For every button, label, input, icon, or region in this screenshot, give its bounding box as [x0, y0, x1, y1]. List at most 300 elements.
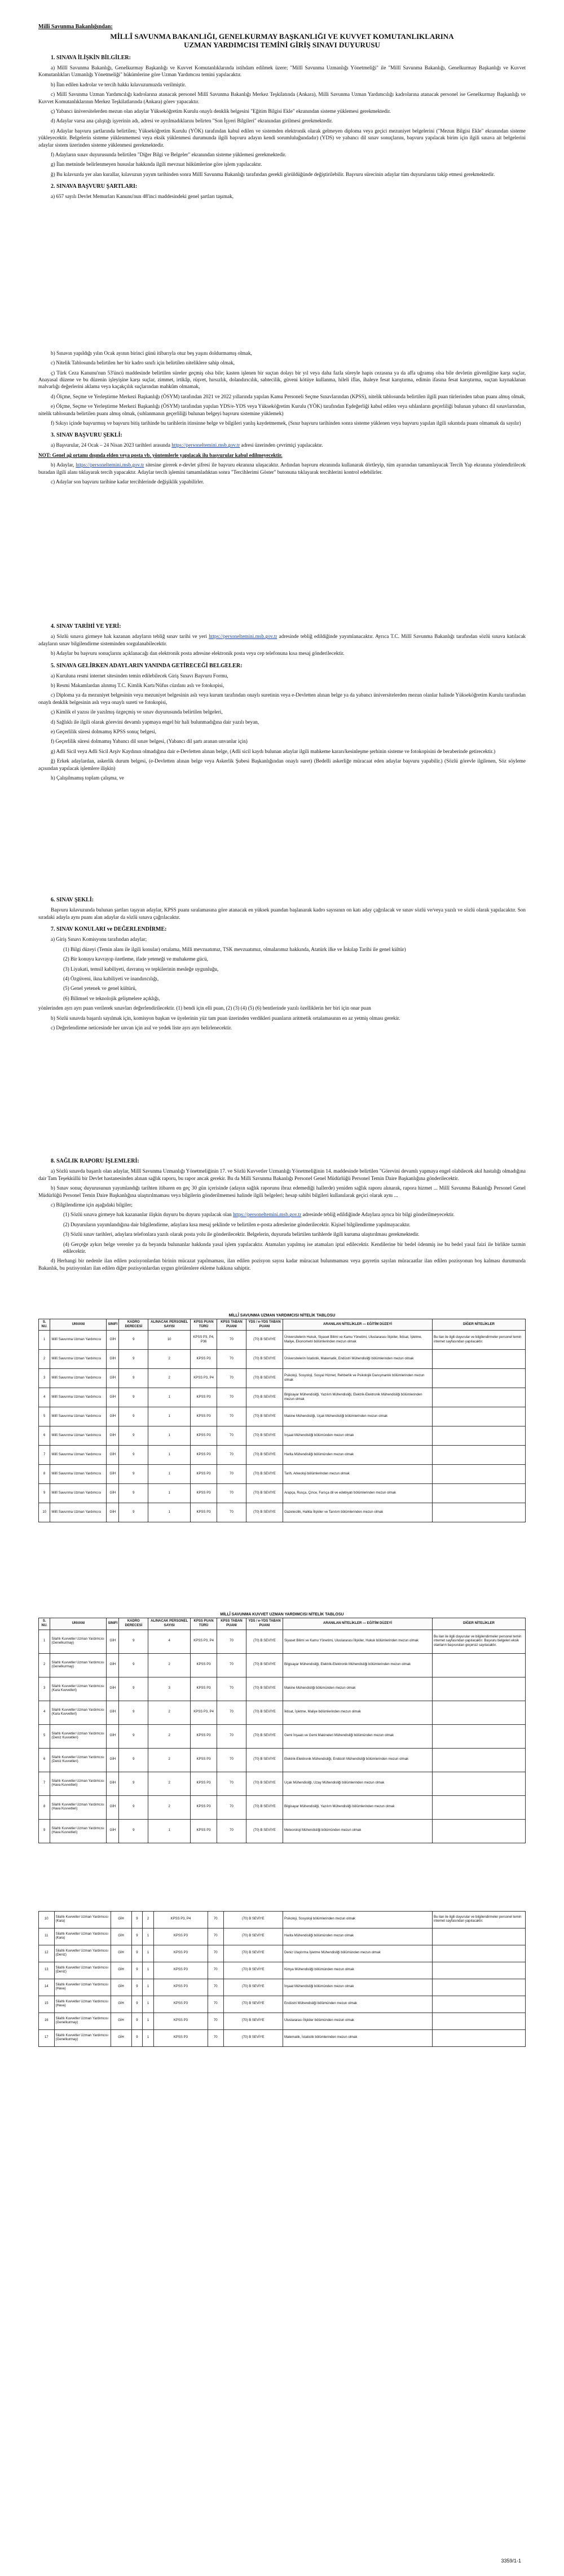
table-cell: 9 [119, 1795, 148, 1819]
page-footer-code: 3359/1-1 [501, 2558, 521, 2564]
section-1-e: e) Adaylar başvuru şartlarında belirtilen; Yükseköğretim Kurulu (YÖK) tarafından kabul edilen ve sistemden elektronik olarak gelmeyen diploma veya geçici mezuniyet belgelerini ("Mezun Bilgisi Ekle" ekranından sisteme yükleyecektir. Belgelerin sisteme yüklenmemesi veya eksik yüklenmesi durumunda ilgili başvuru adayın kendi sorumluluğundadır) (YDS) ve yabancı dil sınav sonuçlarını, başvuru yapılacak birim için ilgili sınava ait belgelerini adaylar sistem üzerinden sisteme yüklenmesi gerekmektedir. [38, 127, 526, 148]
table-cell: 70 [208, 1911, 223, 1928]
table-cell: GİH [107, 1772, 119, 1795]
personnel-portal-link[interactable]: https://personeltemini.msb.gov.tr [233, 1212, 302, 1218]
table-cell: Silahlı Kuvvetler Uzman Yardımcısı (Hava Kuvvetleri) [50, 1772, 107, 1795]
table-cell: (70) B SEVİYE [246, 1369, 283, 1388]
table-header-row [39, 1319, 526, 1331]
table-cell [433, 1465, 526, 1484]
table-cell: 70 [217, 1503, 246, 1522]
table-cell: 3 [148, 1677, 191, 1701]
table-cell: 70 [217, 1630, 246, 1653]
table-cell: GİH [111, 1979, 131, 1996]
column-header: S. NU. [39, 1319, 50, 1331]
table-cell: Silahlı Kuvvetler Uzman Yardımcısı (Kara) [54, 1911, 111, 1928]
section-8-c-3: (3) Sözlü sınav tarihleri, adaylara telefonlara yazılı olarak posta yolu ile gönderilecektir. Belgelerin, duyuruda belirtilen tarihlerde ilgili kuruma ulaştırılması gerekmektedir. [63, 1231, 420, 1238]
section-3-b-text: b) Adaylar, [51, 462, 76, 468]
table-cell: KPSS P3 [191, 1677, 217, 1701]
table-cell: 70 [217, 1795, 246, 1819]
table-cell: 5 [39, 1724, 50, 1748]
section-7-item-4: (4) Özgüveni, ikna kabiliyeti ve inandırıcılığı, [63, 975, 159, 981]
table-cell: 17 [39, 2029, 55, 2046]
table-cell: KPSS P3, P4 [191, 1369, 217, 1388]
section-2-b: b) Sınavın yapıldığı yılın Ocak ayının birinci günü itibarıyla otuz beş yaşını doldurmamış olmak, [51, 350, 252, 356]
section-6-title: 6. SINAV ŞEKLİ: [51, 897, 94, 904]
table-cell: 9 [131, 1945, 143, 1962]
table-cell: Üniversitelerin İstatistik, Matematik, Endüstri Mühendisliği bölümlerinden mezun olmak [283, 1350, 433, 1369]
table-cell [433, 1819, 526, 1843]
qualification-table-2-continued [38, 1911, 526, 2047]
table-cell: Tarih, Arkeoloji bölümlerinden mezun olmak [283, 1465, 433, 1484]
table-cell: Silahlı Kuvvetler Uzman Yardımcısı (Hava Kuvvetleri) [50, 1795, 107, 1819]
table-cell: KPSS P3 [153, 1979, 208, 1996]
table-cell: 9 [119, 1426, 148, 1446]
table-cell: Silahlı Kuvvetler Uzman Yardımcısı (Deniz Kuvvetleri) [50, 1748, 107, 1772]
qualification-table-1 [38, 1319, 526, 1522]
table-cell: KPSS P3 [191, 1724, 217, 1748]
table-cell: (70) B SEVİYE [246, 1331, 283, 1350]
table-cell: (70) B SEVİYE [246, 1724, 283, 1748]
table-cell: İnşaat Mühendisliği bölümünden mezun olmak [283, 1426, 433, 1446]
section-2-f: f) Sıkıyı içinde başvurmuş ve başvuru bitiş tarihinde bu tarihlerin itinsinne belge ve bilgileri yanlış kaydetmemek, (Sınır başvuru tarihinden sonra sisteme yüklenen veya başvuru yapılan ilgili sıkıntıda puanı olmamak da sayılır) [51, 420, 521, 426]
section-7-item-1: (1) Bilgi düzeyi (Temin alanı ile ilgili konular) ortalama, Milli mevzuatımız, TSK mevzuatımız, olmalarımız hakkında, Atatürk ilke ve İnkılap Tarihi ile genel kültür) [63, 946, 406, 952]
section-8-c-1 [38, 1211, 526, 1218]
column-header: YDS / e-YDS TABAN PUANI [246, 1618, 283, 1630]
table-cell: KPSS P3 [191, 1503, 217, 1522]
table-cell: 9 [119, 1653, 148, 1677]
table-cell: 10 [39, 1911, 55, 1928]
section-7-item-3: (3) Liyakati, temsil kabiliyeti, davranış ve tepkilerinin mesleğe uygunluğu, [63, 966, 219, 972]
column-header: KADRO DERECESİ [119, 1319, 148, 1331]
table-cell: Bilgisayar Mühendisliği, Yazılım Mühendisliği bölümlerinden mezun olmak [283, 1795, 433, 1819]
table-cell: 1 [148, 1388, 191, 1407]
column-header: ALINACAK PERSONEL SAYISI [148, 1319, 191, 1331]
table-cell: Bu ilan ile ilgili duyurular ve bilgilendirmeler personel temin internet sayfasından yapılacaktır. [433, 1331, 526, 1350]
table-cell: 4 [148, 1630, 191, 1653]
table-cell: 1 [143, 1979, 154, 1996]
announcement-body [38, 24, 526, 2047]
table-cell: 13 [39, 1962, 55, 1979]
table-cell: KPSS P3 [191, 1484, 217, 1503]
table-cell: 9 [119, 1446, 148, 1465]
table-cell: KPSS P3 [191, 1772, 217, 1795]
table-cell: 9 [119, 1630, 148, 1653]
table-cell: 9 [119, 1677, 148, 1701]
announcement-title-line-1: MİLLÎ SAVUNMA BAKANLIĞI, GENELKURMAY BAŞKANLIĞI VE KUVVET KOMUTANLIKLARINA [110, 32, 454, 41]
section-4-a [38, 633, 526, 647]
table-cell: GİH [107, 1748, 119, 1772]
table-cell: 9 [131, 1911, 143, 1928]
table-row [39, 1795, 526, 1819]
table-cell [433, 1795, 526, 1819]
section-1-title: 1. SINAVA İLİŞKİN BİLGİLER: [51, 55, 131, 61]
table-row [39, 1630, 526, 1653]
section-7-item-2: (2) Bir konuyu kavrayıp özetleme, ifade yeteneği ve muhakeme gücü, [63, 956, 208, 962]
column-header: DİĞER NİTELİKLER [433, 1618, 526, 1630]
section-1-ç: ç) Yabancı üniversitelerden mezun olan adaylar Yükseköğretim Kurulu onaylı denklik belgesini "Eğitim Bilgisi Ekle" ekranından sisteme yüklemesi gerekmektedir. [51, 108, 391, 115]
table-cell: KPSS P3 [153, 2013, 208, 2029]
table-row [39, 1962, 526, 1979]
section-3-b [38, 461, 526, 475]
table-cell: Psikoloji, Sosyoloji bölümlerinden mezun olmak [283, 1911, 433, 1928]
column-header: KPSS PUAN TÜRÜ [191, 1319, 217, 1331]
table-cell: 12 [39, 1945, 55, 1962]
table-cell: Millî Savunma Uzman Yardımcısı [50, 1369, 107, 1388]
table-cell: KPSS P3 [191, 1653, 217, 1677]
table-cell: Matematik, İstatistik bölümlerinden mezun olmak [283, 2029, 433, 2046]
column-header: KPSS PUAN TÜRÜ [191, 1618, 217, 1630]
table-cell: KPSS P3 [191, 1350, 217, 1369]
table-cell: Silahlı Kuvvetler Uzman Yardımcısı (Deniz) [54, 1945, 111, 1962]
table-cell: Silahlı Kuvvetler Uzman Yardımcısı (Genelkurmay) [50, 1630, 107, 1653]
table-cell: 70 [217, 1653, 246, 1677]
table-cell: (70) B SEVİYE [246, 1388, 283, 1407]
section-1-ğ: ğ) Bu kılavuzda yer alan kurallar, kılavuzun yayım tarihinden sonra Millî Savunma Bakanlığı tarafından gerekli görüldüğünde değiştirilebilir. Başvuru sürecinin adaylar tüm duyurularını takip etmesi gerekmektedir. [51, 171, 495, 177]
table-cell: Silahlı Kuvvetler Uzman Yardımcısı (Hava) [54, 1996, 111, 2013]
section-8-a: a) Sözlü sınavda başarılı olan adaylar, Millî Savunma Uzmanlığı Yönetmeliğinin 17. ve Sözlü Kuvvetler Uzmanlığı Yönetmeliğinin 14. maddesinde belirtilen "Görevini devamlı yapmaya engel olabilecek akıl hastalığı olmadığına dair Tam Teşekküllü bir Devlet hastanesinden alınan sağlık raporu, bu rapor ancak gerekir. Bu da Milli Savunma Bakanlığı Personel Genel Müdürlüğü Personel Temin Daire Başkanlığına gönderilecektir. [38, 1168, 526, 1181]
table-body [39, 1911, 526, 2046]
table-cell: 70 [217, 1388, 246, 1407]
table-cell: 5 [39, 1407, 50, 1426]
table-cell: GİH [111, 2029, 131, 2046]
table-cell: (70) B SEVİYE [223, 1996, 283, 2013]
table-cell: 1 [143, 1945, 154, 1962]
table-cell: 70 [217, 1772, 246, 1795]
table-cell [433, 1653, 526, 1677]
column-header: ARANILAN NİTELİKLER — EĞİTİM DÜZEYİ [283, 1319, 433, 1331]
table-cell: 9 [119, 1465, 148, 1484]
section-3-c: c) Adaylar son başvuru tarihine kadar tercihlerinde değişiklik yapabilirler. [51, 478, 204, 485]
table-cell: KPSS P3 [191, 1426, 217, 1446]
table-cell: Silahlı Kuvvetler Uzman Yardımcısı (Deniz Kuvvetleri) [50, 1724, 107, 1748]
table-cell: 1 [148, 1407, 191, 1426]
column-header: ARANILAN NİTELİKLER — EĞİTİM DÜZEYİ [283, 1618, 433, 1630]
table-cell: 2 [148, 1369, 191, 1388]
column-header: KPSS TABAN PUANI [217, 1319, 246, 1331]
table-cell: (70) B SEVİYE [246, 1407, 283, 1426]
column-header: KPSS TABAN PUANI [217, 1618, 246, 1630]
table-cell: KPSS P3 [153, 1996, 208, 2013]
table-cell: Harita Mühendisliği bölümünden mezun olmak [283, 1446, 433, 1465]
table-cell: Bu ilan ile ilgili duyurular ve bilgilendirmeler personel temin internet sayfasından yapılacaktır. [433, 1911, 526, 1928]
table-cell: KPSS P3 [191, 1795, 217, 1819]
table-cell: 70 [217, 1446, 246, 1465]
table-cell: 2 [148, 1653, 191, 1677]
table-cell: İnşaat Mühendisliği bölümünden mezun olmak [283, 1979, 433, 1996]
table-cell: Kimya Mühendisliği bölümünden mezun olmak [283, 1962, 433, 1979]
table-cell: Üniversitelerin Hukuk, Siyaset Bilimi ve Kamu Yönetimi, Uluslararası İlişkiler, İktisat, İşletme, Maliye, Ekonometri bölümlerinden mezun olmak [283, 1331, 433, 1350]
table-cell: 4 [39, 1388, 50, 1407]
table-row [39, 1772, 526, 1795]
table-cell: 70 [217, 1331, 246, 1350]
table-cell: 70 [208, 2013, 223, 2029]
table-cell: 70 [217, 1350, 246, 1369]
table-cell: GİH [107, 1677, 119, 1701]
table-cell: 70 [208, 1962, 223, 1979]
section-8-d: d) Herhangi bir nedenle ilan edilen pozisyonlardan birinin mücazat yapılmaması, ilan edilen pozisyon sayısı kadar müracaat bulunmaması veya gayretin sayılan müracaatlar ilan edilen pozisyonun boş kalması durumunda Bakanlık, bu pozisyonları ilan edilen diğer pozisyonlardan uygun görülenlere ekleme hakkına sahiptir. [38, 1258, 526, 1271]
table-cell: 9 [119, 1701, 148, 1724]
table-cell: (70) B SEVİYE [246, 1795, 283, 1819]
table-cell: 9 [39, 1484, 50, 1503]
table-cell: (70) B SEVİYE [246, 1503, 283, 1522]
table-row [39, 1979, 526, 1996]
table-cell: Silahlı Kuvvetler Uzman Yardımcısı (Kara Kuvvetleri) [50, 1677, 107, 1701]
table-cell: KPSS P3, P4 [191, 1701, 217, 1724]
section-2-ç: ç) Türk Ceza Kanunu'nun 53'üncü maddesinde belirtilen süreler geçmiş olsa bile; kasten işlenen bir suçtan dolayı bir yıl veya daha fazla süreyle hapis cezasına ya da affa uğramış olsa bile devletin güvenliğine karşı suçlar, Anayasal düzene ve bu düzenin işleyişine karşı suçlar, zimmet, irtikâp, rüşvet, hırsızlık, dolandırıcılık, sahtecilik, güveni kötüye kullanma, hileli iflas, ihaleye fesat karıştırma, edimin ifasına fesat karıştırma, suçtan kaynaklanan malvarlığı değerlerini aklama veya kaçakçılık suçlarından mahkûm olmamak, [38, 369, 526, 390]
table-cell: 70 [217, 1724, 246, 1748]
table-row [39, 1446, 526, 1465]
table-cell: 8 [39, 1465, 50, 1484]
table-cell: 70 [217, 1819, 246, 1843]
table-cell: KPSS P3, P4 [153, 1911, 208, 1928]
table-cell: KPSS P3 [153, 1962, 208, 1979]
table-cell [433, 1484, 526, 1503]
ministry-heading: Millî Savunma Bakanlığından: [38, 24, 113, 30]
table-cell: 3 [39, 1677, 50, 1701]
table-cell: 70 [217, 1484, 246, 1503]
table-cell: Makine Mühendisliği, Uçak Mühendisliği bölümlerinden mezun olmak [283, 1407, 433, 1426]
table-cell: KPSS P3 [191, 1748, 217, 1772]
section-7-item-6: (6) Bilimsel ve teknolojik gelişmelere açıklığı, [63, 995, 160, 1001]
table-cell [433, 1772, 526, 1795]
section-8-c-4: (4) Gerçeğe aykırı belge verenler ya da beyanda bulunanlar hakkında yasal işlem yapılacaktır. Atamaları yapılmış ise atamaları iptal edilecektir. Kendilerine bir bedel ödenmiş ise bu bedel yasal faizi ile birlikte tazmin edilecektir. [63, 1241, 526, 1254]
section-4-b: b) Adaylar bu başvuru sonuçlarını açıklanacağı dan elektronik posta adresine elektronik posta veya cep telefonuna kısa mesaj gönderilecektir. [51, 650, 345, 657]
table-cell: KPSS P3 [191, 1407, 217, 1426]
column-header: UNVANI [50, 1618, 107, 1630]
table-cell: GİH [107, 1465, 119, 1484]
table-cell: 9 [119, 1331, 148, 1350]
table-cell: 16 [39, 2013, 55, 2029]
table-cell: 2 [148, 1795, 191, 1819]
table-cell: 70 [217, 1369, 246, 1388]
table-row [39, 1928, 526, 1945]
table-cell: GİH [107, 1388, 119, 1407]
section-5-c: c) Diploma ya da mezuniyet belgesinin veya mezuniyet belgesinin aslı veya kurum tarafından onaylı suretinin veya e-Devletten alınan belge ya da yabancı üniversitelerden mezun olanlar halinde Yükseköğretim Kurulu tarafından onaylı denklik belgesinin aslı veya onaylı sureti ve fotokopisi, [38, 692, 526, 705]
table-cell: (70) B SEVİYE [246, 1350, 283, 1369]
column-header: ALINACAK PERSONEL SAYISI [148, 1618, 191, 1630]
table-row [39, 1819, 526, 1843]
table-cell: 70 [208, 1979, 223, 1996]
table-cell: 1 [143, 1962, 154, 1979]
personnel-portal-link[interactable]: https://personeltemini.msb.gov.tr [171, 442, 240, 448]
table-cell: 9 [131, 2029, 143, 2046]
table-cell: Millî Savunma Uzman Yardımcısı [50, 1388, 107, 1407]
table-cell: GİH [107, 1701, 119, 1724]
column-header: S. NU. [39, 1618, 50, 1630]
section-5-f: f) Geçerlilik süresi dolmamış Yabancı dil sınav belgesi, (Yabancı dil şartı aranan unvanlar için) [51, 738, 248, 745]
table-cell [433, 1503, 526, 1522]
table-cell [433, 2029, 526, 2046]
section-2-d: d) Ölçme, Seçme ve Yerleştirme Merkezi Başkanlığı (ÖSYM) tarafından 2021 ve 2022 yıllarında yapılan Kamu Personeli Seçme Sınavlarından (KPSS), nitelik tablosunda belirtilen ilgili puan türlerinden taban puanı almış olmak, [51, 393, 526, 399]
section-7-c: c) Değerlendirme neticesinde her unvan için asıl ve yedek liste ayrı ayrı belirlenecektir. [51, 1024, 232, 1031]
table-cell [433, 2013, 526, 2029]
table-cell: Bu ilan ile ilgili duyurular ve bilgilendirmeler personel temin internet sayfasından yapılacaktır. Başvuru belgeleri eksik olanların başvuruları geçersiz sayılacaktır. [433, 1630, 526, 1653]
table-row [39, 1331, 526, 1350]
table-cell: KPSS P3, P4, P36 [191, 1331, 217, 1350]
table-row [39, 1465, 526, 1484]
section-1-g: g) İlan metninde belirlenmeyen hususlar hakkında ilgili mevzuat hükümlerine göre işlem yapılacaktır. [51, 161, 262, 168]
section-3-b-text-end: sitesine girerek e-devlet şifresi ile başvuru ekranına ulaşacaktır. Ardından başvuru ekranında kullanarak dörtleyip, tüm ayarından tamamlayacak Tercih Yap ekranına yönlendirilecek buradan ilgili alanı tıklayarak tercih yapacaktır. Adaylar tercih işlemini tamamladıktan sonra "Tercihlerimi Göster" butonuna tıklayarak tercihlerini kontrol edebilirler. [38, 462, 526, 475]
table-cell: 2 [39, 1653, 50, 1677]
table-row [39, 2013, 526, 2029]
table-cell: (70) B SEVİYE [223, 1911, 283, 1928]
table-row [39, 1426, 526, 1446]
section-1-d: d) Adaylar varsa ana çalıştığı işyerinin adı, adresi ve ayrılmadıklarını belirten "Son İşyeri Bilgileri" ekranından girilmesi gerekmektedir. [51, 118, 333, 124]
table-cell: Gemi İnşaatı ve Gemi Makineleri Mühendisliği bölümünden mezun olmak [283, 1724, 433, 1748]
table-cell: Millî Savunma Uzman Yardımcısı [50, 1350, 107, 1369]
table-cell: 1 [148, 1446, 191, 1465]
personnel-portal-link[interactable]: https://personeltemini.msb.gov.tr [209, 633, 277, 640]
table-cell: 70 [208, 1928, 223, 1945]
section-2-a: a) 657 sayılı Devlet Memurları Kanunu'nun 48'inci maddesindeki genel şartları taşımak, [51, 193, 234, 200]
table-cell: 70 [217, 1701, 246, 1724]
table-header-row [39, 1618, 526, 1630]
table-row [39, 1484, 526, 1503]
table-cell: GİH [107, 1407, 119, 1426]
table-cell: 7 [39, 1446, 50, 1465]
table-cell: 1 [143, 2029, 154, 2046]
table-cell: Millî Savunma Uzman Yardımcısı [50, 1331, 107, 1350]
personnel-portal-link[interactable]: https://personeltemini.msb.gov.tr [76, 462, 144, 468]
table-cell: 9 [119, 1748, 148, 1772]
section-3-note: NOT: Genel ağ ortamı dışında elden veya posta vb. yöntemlerle yapılacak ilu başvurular kabul edilmeyecektir. [38, 452, 283, 458]
section-7-a: a) Giriş Sınavı Komisyonu tarafından adaylar; [51, 936, 147, 943]
table-cell: GİH [107, 1426, 119, 1446]
table-cell: Endüstri Mühendisliği bölümünden mezun olmak [283, 1996, 433, 2013]
section-4-a-text-end: adresinde tebliğ edildiğinde yayımlanacaktır. Ayrıca T.C. Millî Savunma Bakanlığı tarafından sözlü sınava katılacak adayların sınav bilgilendirme sisteminden sorgulanabilecektir. [38, 633, 526, 646]
table-cell: KPSS P3 [153, 2029, 208, 2046]
section-3-a [38, 442, 526, 448]
table-cell: 70 [217, 1677, 246, 1701]
table-cell: 1 [148, 1484, 191, 1503]
table-cell [433, 1928, 526, 1945]
table-cell: Silahlı Kuvvetler Uzman Yardımcısı (Genelkurmay) [54, 2029, 111, 2046]
table-row [39, 2029, 526, 2046]
table-cell: 3 [39, 1369, 50, 1388]
table-row [39, 1388, 526, 1407]
table-cell: GİH [107, 1331, 119, 1350]
table-cell: 70 [208, 1996, 223, 2013]
table-cell: Harita Mühendisliği bölümünden mezun olmak [283, 1928, 433, 1945]
column-header: DİĞER NİTELİKLER [433, 1319, 526, 1331]
table-cell: 2 [148, 1701, 191, 1724]
section-3-a-text: a) Başvurular, 24 Ocak – 24 Nisan 2023 tarihleri arasında [51, 442, 172, 448]
section-8-c: c) Bilgilendirme için aşağıdaki bilgiler; [51, 1201, 133, 1208]
table-cell: (70) B SEVİYE [246, 1677, 283, 1701]
table-cell: 1 [143, 1996, 154, 2013]
table-cell: GİH [107, 1350, 119, 1369]
table-cell: 2 [39, 1350, 50, 1369]
table-cell: Gazetecilik, Halkla İlişkiler ve Tanıtım bölümlerinden mezun olmak [283, 1503, 433, 1522]
table-cell: Uluslararası İlişkiler bölümünden mezun olmak [283, 2013, 433, 2029]
table-cell: 11 [39, 1928, 55, 1945]
section-3-a-text-end: adresi üzerinden çevrimiçi yapılacaktır. [240, 442, 323, 448]
column-header: KADRO DERECESİ [119, 1618, 148, 1630]
table-cell: 4 [39, 1701, 50, 1724]
table-cell: Bilgisayar Mühendisliği, Elektrik-Elektronik Mühendisliği bölümlerinden mezun olmak [283, 1653, 433, 1677]
table-cell: 15 [39, 1996, 55, 2013]
table-row [39, 1724, 526, 1748]
column-header: SINIFI [107, 1319, 119, 1331]
table-cell: (70) B SEVİYE [223, 2029, 283, 2046]
table-cell: 2 [148, 1350, 191, 1369]
table-row [39, 1945, 526, 1962]
table-cell: 2 [143, 1911, 154, 1928]
table-cell [433, 1979, 526, 1996]
table-cell: 70 [208, 1945, 223, 1962]
table-row [39, 1677, 526, 1701]
table-cell: 70 [217, 1465, 246, 1484]
section-7-scoring: yönlerinden ayrı ayrı puan verilerek sınavları değerlendirilecektir. (1) bendi için elli puan, (2) (3) (4) (5) (6) bentlerinde yazılı özelliklerin her biri için onar puan [38, 1005, 371, 1011]
table-cell [433, 1446, 526, 1465]
table-cell: Deniz Ulaştırma İşletme Mühendisliği bölümünden mezun olmak [283, 1945, 433, 1962]
table-cell: 9 [131, 2013, 143, 2029]
section-8-c-2: (2) Duyuruların yayımlandığına dair bilgilendirme, adaylara kısa mesaj şeklinde ve belirtilen e-posta adreslerine gönderilecektir. Kişisel bilgilendirme yapılmayacaktır. [63, 1221, 411, 1227]
table-cell: GİH [111, 1945, 131, 1962]
section-1-b: b) İlan edilen kadrolar ve tercih hakkı kılavuzumuzda verilmiştir. [51, 81, 186, 87]
table-cell: 1 [148, 1465, 191, 1484]
section-7-item-5: (5) Genel yetenek ve genel kültürü, [63, 985, 137, 992]
table-cell: (70) B SEVİYE [246, 1701, 283, 1724]
table-cell: Elektrik-Elektronik Mühendisliği, Endüstri Mühendisliği bölümlerinden mezun olmak [283, 1748, 433, 1772]
table-cell: KPSS P3 [153, 1928, 208, 1945]
table-cell: GİH [107, 1795, 119, 1819]
table-cell: 1 [39, 1630, 50, 1653]
table-cell: (70) B SEVİYE [246, 1748, 283, 1772]
column-header: SINIFI [107, 1618, 119, 1630]
table-cell: 8 [39, 1795, 50, 1819]
section-7-b: b) Sözlü sınavda başarılı sayılmak için, komisyon başkan ve üyelerinin yüz tam puan üzerinden verdikleri puanların aritmetik ortalamasının en az yetmiş olması gerekir. [51, 1015, 400, 1021]
table-cell: GİH [107, 1724, 119, 1748]
table-cell: Psikoloji, Sosyoloji, Sosyal Hizmet, Rehberlik ve Psikolojik Danışmanlık bölümlerinden mezun olmak [283, 1369, 433, 1388]
section-7-title: 7. SINAV KONULARI ve DEĞERLENDİRME: [51, 926, 167, 933]
table-cell: GİH [107, 1819, 119, 1843]
section-5-ğ: ğ) Erkek adaylardan, askerlik durum belgesi, (e-Devletten alınan belge veya Askerlik Şubesi Başkanlığından onaylı suret) (Bedelli askerliğe müracaat eden adaylar başvuru yapabilir.) (Sözlü görevle ilgilenen, Söz söyleme açısından yapılacak işlemlere ilişkin) [38, 758, 526, 771]
table-cell: 9 [119, 1369, 148, 1388]
table-cell: GİH [111, 1911, 131, 1928]
table-cell: (70) B SEVİYE [223, 1945, 283, 1962]
table-cell: (70) B SEVİYE [246, 1446, 283, 1465]
table-cell: 9 [119, 1724, 148, 1748]
section-8-title: 8. SAĞLIK RAPORU İŞLEMLERİ: [51, 1158, 139, 1165]
section-5-b: b) Resmi Makamlardan alınmış T.C. Kimlik Kartı/Nüfus cüzdanı aslı ve fotokopisi, [51, 682, 224, 688]
table-cell: (70) B SEVİYE [223, 1979, 283, 1996]
table-cell: (70) B SEVİYE [246, 1630, 283, 1653]
table-cell: 7 [39, 1772, 50, 1795]
table-cell: Silahlı Kuvvetler Uzman Yardımcısı (Deniz) [54, 1962, 111, 1979]
table-row [39, 1407, 526, 1426]
table-cell: 2 [148, 1724, 191, 1748]
table-cell: 70 [217, 1748, 246, 1772]
qualification-table-2 [38, 1618, 526, 1843]
table-cell: KPSS P3 [191, 1465, 217, 1484]
table-cell: KPSS P3, P4 [191, 1630, 217, 1653]
table-cell: İktisat, İşletme, Maliye bölümlerinden mezun olmak [283, 1701, 433, 1724]
table-cell: 9 [119, 1350, 148, 1369]
table-cell: Uçak Mühendisliği, Uzay Mühendisliği bölümlerinden mezun olmak [283, 1772, 433, 1795]
table-cell: Millî Savunma Uzman Yardımcısı [50, 1503, 107, 1522]
table-cell: KPSS P3 [191, 1388, 217, 1407]
table-row [39, 1996, 526, 2013]
table-row [39, 1701, 526, 1724]
table-cell: (70) B SEVİYE [246, 1465, 283, 1484]
table-cell: Millî Savunma Uzman Yardımcısı [50, 1426, 107, 1446]
table-cell: Silahlı Kuvvetler Uzman Yardımcısı (Kara) [54, 1928, 111, 1945]
table-row [39, 1911, 526, 1928]
section-8-c-1-text-end: adresinde tebliğ edildiğinde Adaylara ayrıca bir bilgi gönderilmeyecektir. [301, 1212, 455, 1218]
table-cell: Millî Savunma Uzman Yardımcısı [50, 1407, 107, 1426]
table-cell: (70) B SEVİYE [246, 1426, 283, 1446]
